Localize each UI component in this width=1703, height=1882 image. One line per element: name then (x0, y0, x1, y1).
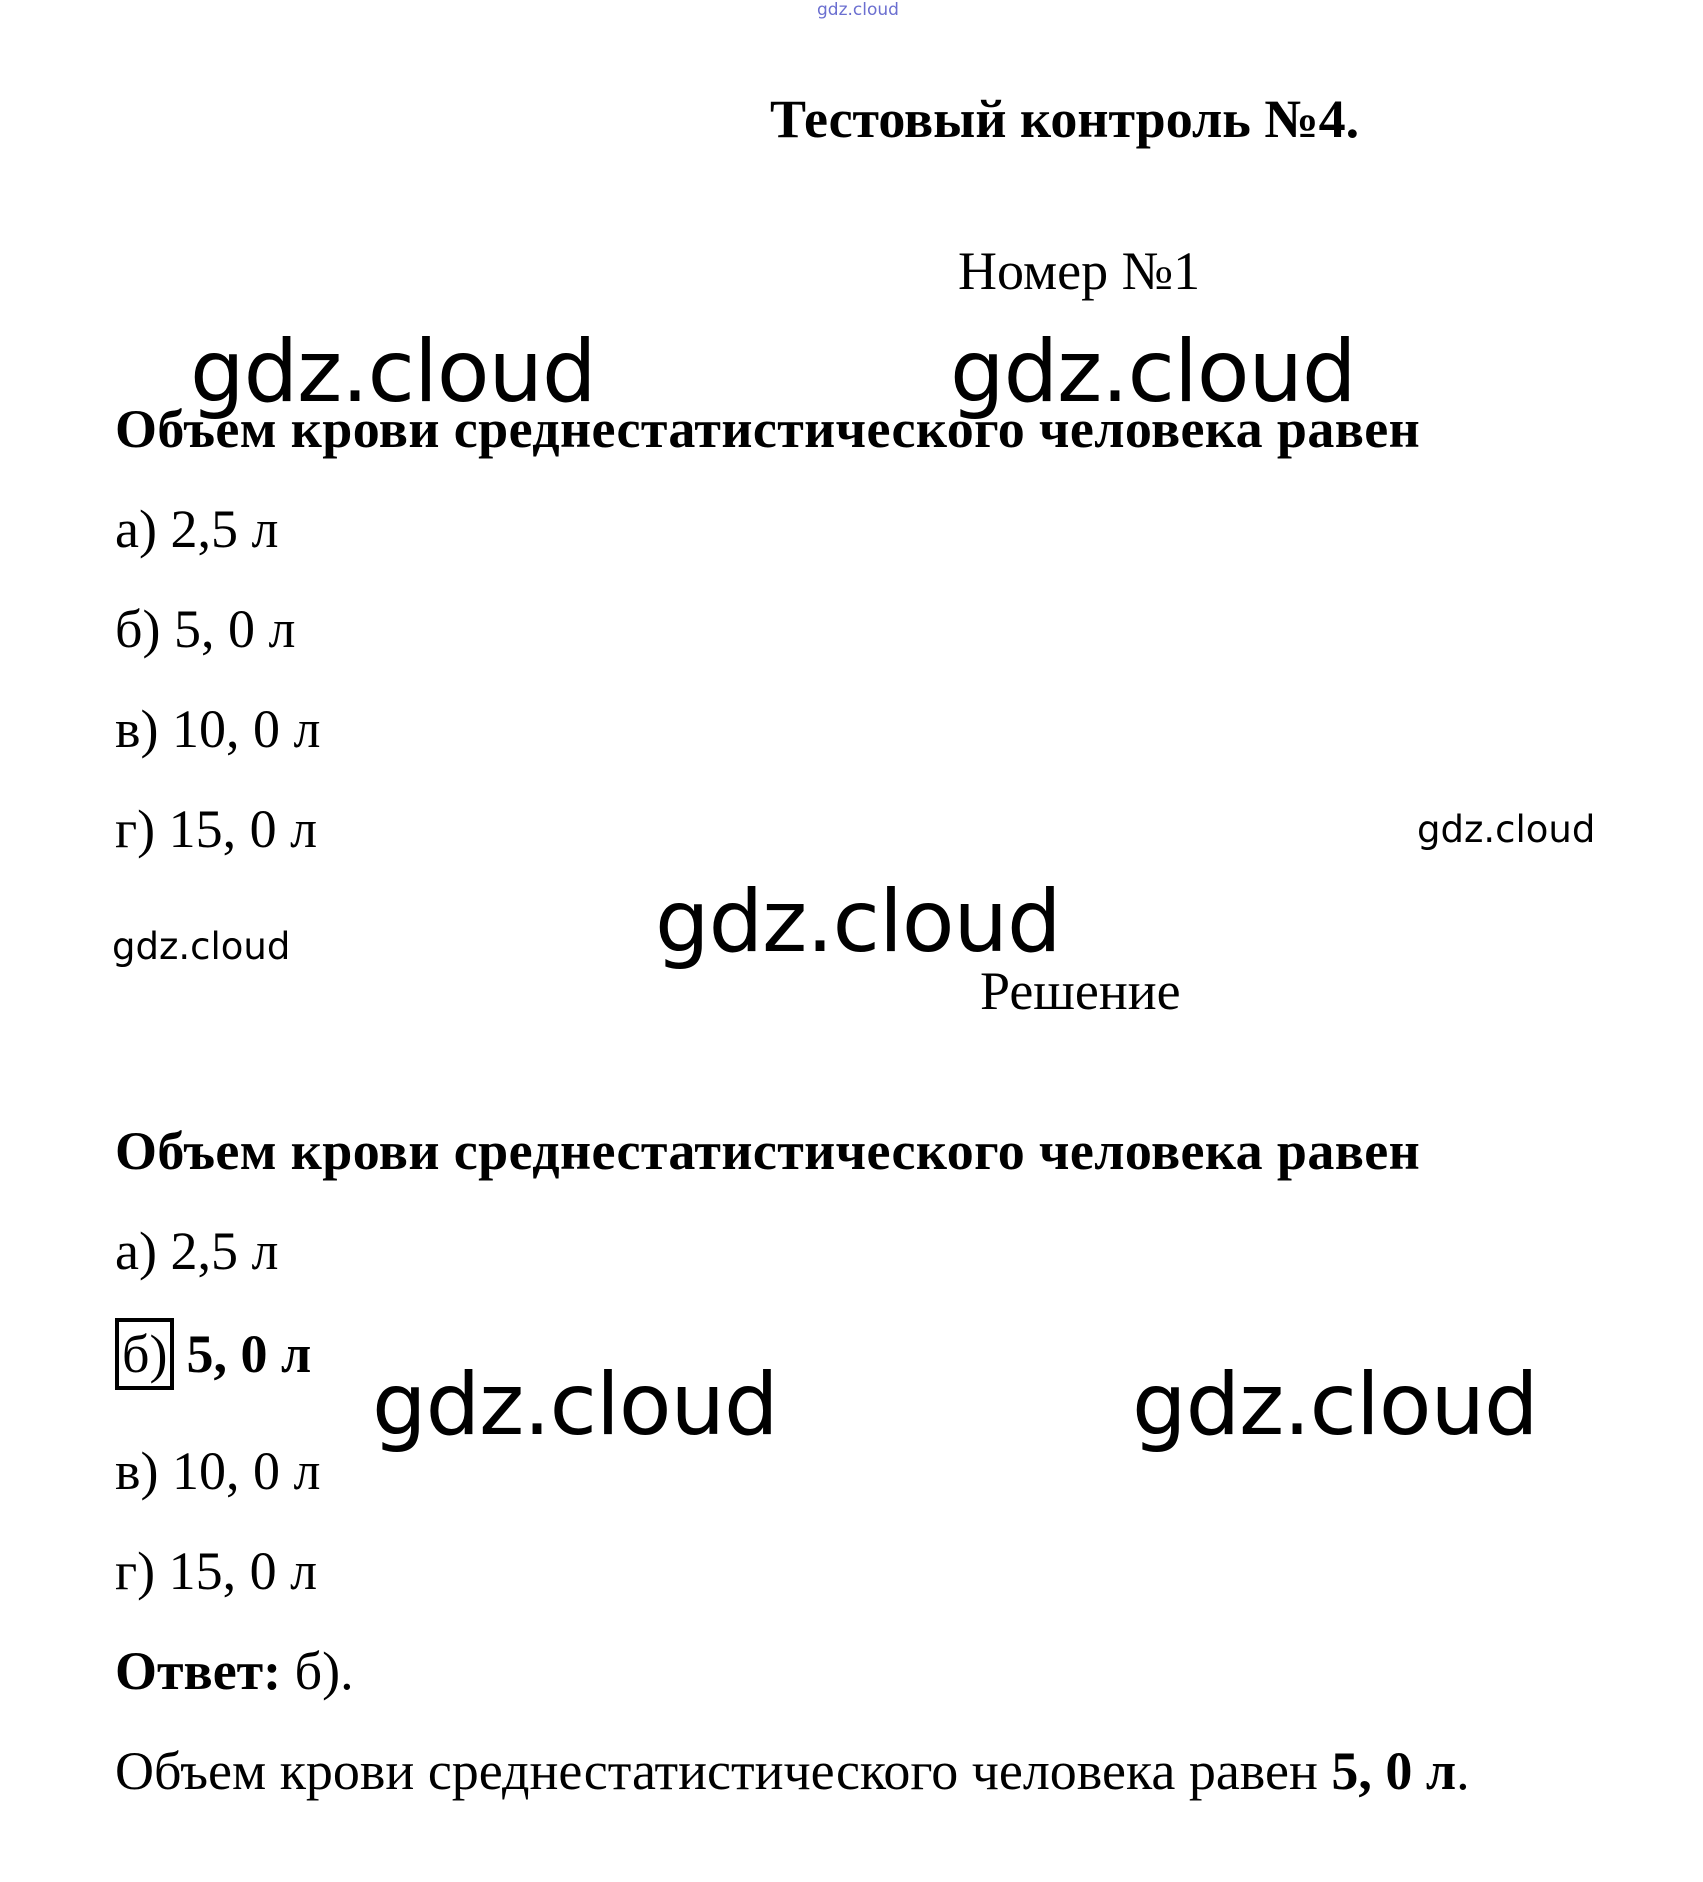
conclusion-line (115, 1740, 1470, 1802)
watermark: gdz.cloud (112, 925, 291, 968)
solution-option-g: г) 15, 0 л (115, 1541, 318, 1601)
watermark: gdz.cloud (1417, 808, 1596, 851)
watermark: gdz.cloud (190, 322, 596, 422)
question-text: Объем крови среднестатистического человека равен (115, 399, 1421, 459)
problem-number: Номер №1 (958, 241, 1201, 301)
selected-letter-box: б) (115, 1318, 174, 1390)
solution-label: Решение (980, 961, 1181, 1021)
watermark: gdz.cloud (1132, 1355, 1538, 1455)
solution-option-v: в) 10, 0 л (115, 1441, 321, 1501)
watermark: gdz.cloud (655, 872, 1061, 972)
conclusion-end: . (1456, 1741, 1470, 1801)
watermark: gdz.cloud (950, 322, 1356, 422)
conclusion-text: Объем крови среднестатистического человека равен (115, 1741, 1332, 1801)
solution-question-text: Объем крови среднестатистического человека равен (115, 1121, 1421, 1181)
conclusion-value: 5, 0 л (1331, 1741, 1457, 1801)
answer-line (115, 1640, 354, 1702)
page-title: Тестовый контроль №4. (770, 89, 1360, 149)
answer-value: б). (281, 1641, 354, 1701)
top-watermark: gdz.cloud (817, 0, 899, 20)
solution-option-a: а) 2,5 л (115, 1221, 279, 1281)
option-b: б) 5, 0 л (115, 599, 296, 659)
option-v: в) 10, 0 л (115, 699, 321, 759)
option-a: а) 2,5 л (115, 499, 279, 559)
watermark: gdz.cloud (372, 1355, 778, 1455)
option-g: г) 15, 0 л (115, 799, 318, 859)
answer-label: Ответ: (115, 1641, 282, 1701)
selected-value: 5, 0 л (186, 1324, 312, 1384)
solution-selected-option (115, 1318, 311, 1390)
